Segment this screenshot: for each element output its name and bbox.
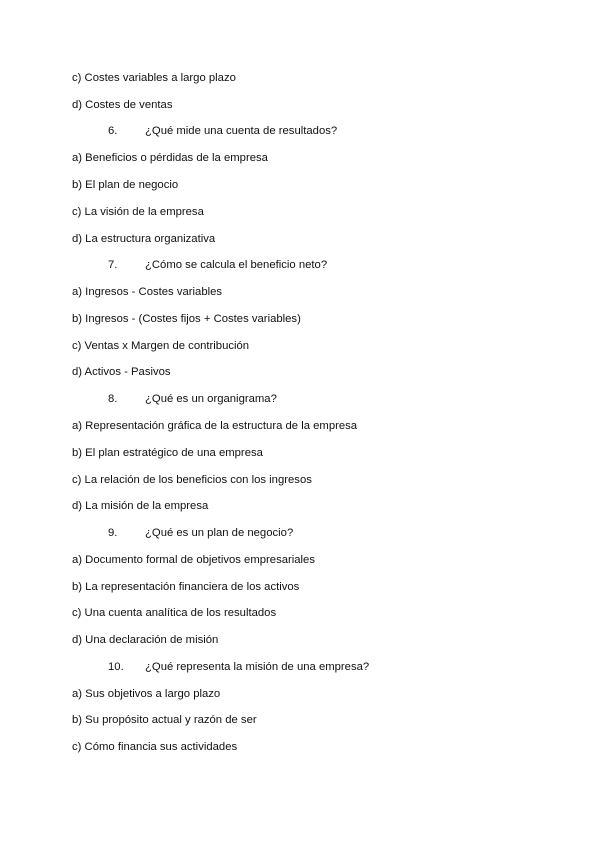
answer-option: b) Ingresos - (Costes fijos + Costes variables)	[72, 313, 301, 325]
answer-option: a) Beneficios o pérdidas de la empresa	[72, 152, 268, 164]
answer-option: b) La representación financiera de los activos	[72, 581, 300, 593]
answer-option: d) La misión de la empresa	[72, 500, 209, 512]
answer-option: b) Su propósito actual y razón de ser	[72, 714, 257, 726]
answer-option: a) Ingresos - Costes variables	[72, 286, 223, 298]
answer-option: d) Activos - Pasivos	[72, 366, 171, 378]
answer-option: c) La visión de la empresa	[72, 206, 204, 218]
answer-option: c) Ventas x Margen de contribución	[72, 340, 250, 352]
question-text: ¿Cómo se calcula el beneficio neto?	[145, 259, 328, 271]
answer-option: c) La relación de los beneficios con los ingresos	[72, 474, 312, 486]
question-text: ¿Qué es un plan de negocio?	[145, 527, 294, 539]
answer-option: a) Documento formal de objetivos empresariales	[72, 554, 315, 566]
answer-option: c) Costes variables a largo plazo	[72, 72, 236, 84]
answer-option: c) Una cuenta analítica de los resultados	[72, 607, 277, 619]
question-number: 7.	[108, 259, 118, 271]
question-text: ¿Qué representa la misión de una empresa?	[145, 661, 370, 673]
answer-option: d) Una declaración de misión	[72, 634, 219, 646]
question-number: 9.	[108, 527, 118, 539]
question-text: ¿Qué mide una cuenta de resultados?	[145, 125, 338, 137]
answer-option: d) Costes de ventas	[72, 99, 173, 111]
question-number: 10.	[108, 661, 124, 673]
answer-option: d) La estructura organizativa	[72, 233, 216, 245]
question-number: 8.	[108, 393, 118, 405]
question-text: ¿Qué es un organigrama?	[145, 393, 277, 405]
answer-option: a) Sus objetivos a largo plazo	[72, 688, 221, 700]
answer-option: b) El plan estratégico de una empresa	[72, 447, 263, 459]
answer-option: b) El plan de negocio	[72, 179, 179, 191]
answer-option: c) Cómo financia sus actividades	[72, 741, 238, 753]
question-number: 6.	[108, 125, 118, 137]
answer-option: a) Representación gráfica de la estructura de la empresa	[72, 420, 358, 432]
